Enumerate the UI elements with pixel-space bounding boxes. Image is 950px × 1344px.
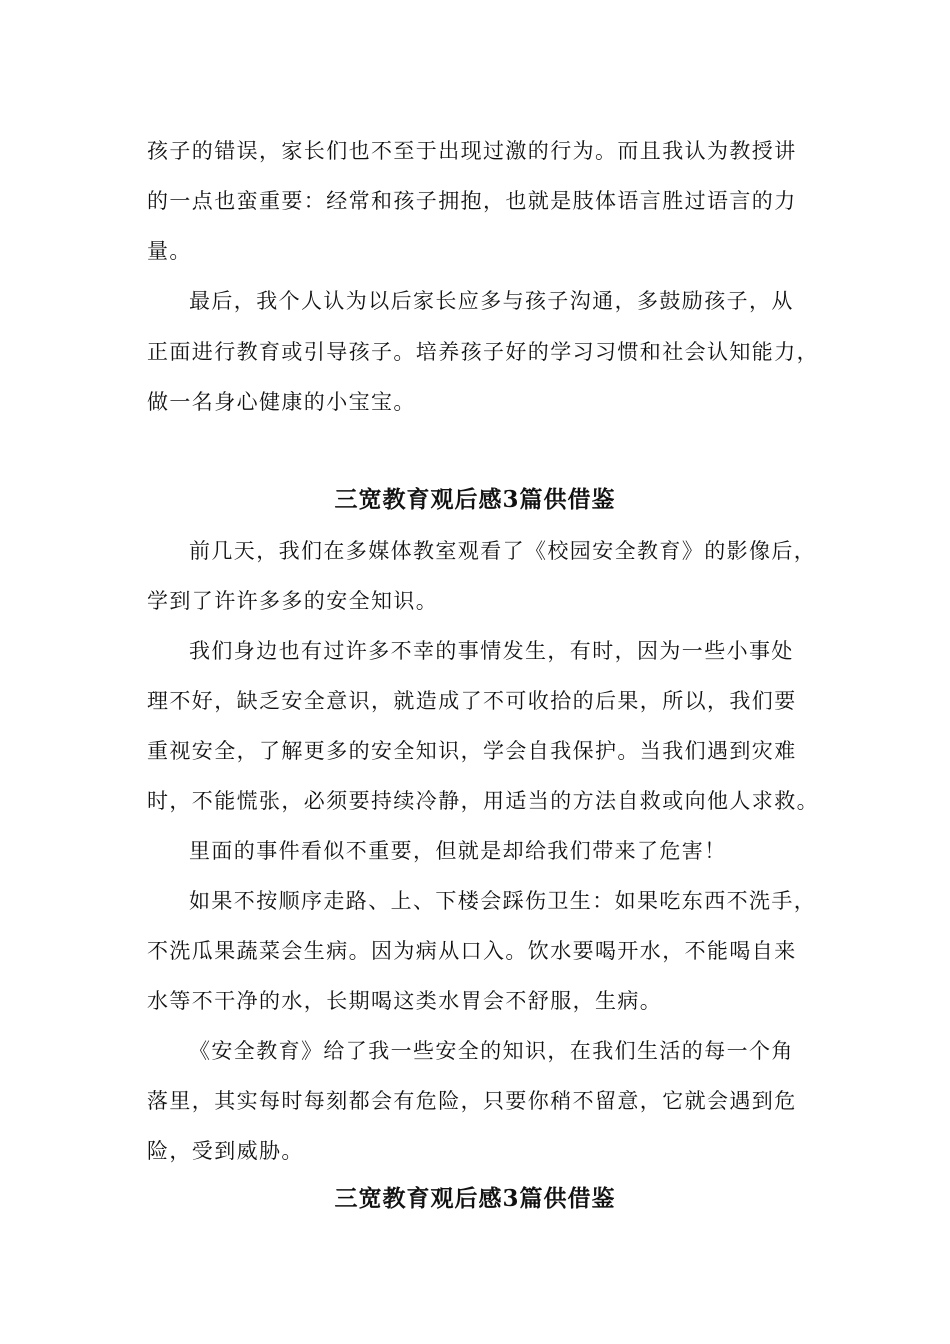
text-line: 前几天，我们在多媒体教室观看了《校园安全教育》的影像后，	[189, 539, 817, 563]
text-line: 重视安全，了解更多的安全知识，学会自我保护。当我们遇到灾难	[147, 739, 797, 763]
text-line: 理不好，缺乏安全意识，就造成了不可收拾的后果，所以，我们要	[147, 689, 797, 713]
text-line: 《安全教育》给了我一些安全的知识，在我们生活的每一个角	[189, 1039, 794, 1063]
text-line: 我们身边也有过许多不幸的事情发生，有时，因为一些小事处	[189, 639, 794, 663]
text-line: 最后，我个人认为以后家长应多与孩子沟通，多鼓励孩子，从	[189, 289, 794, 313]
text-line: 险，受到威胁。	[147, 1139, 304, 1163]
text-line: 的一点也蛮重要：经常和孩子拥抱，也就是肢体语言胜过语言的力	[147, 189, 797, 213]
text-line: 时，不能慌张，必须要持续冷静，用适当的方法自救或向他人求救。	[147, 789, 819, 813]
text-line: 学到了许许多多的安全知识。	[147, 589, 439, 613]
text-line: 落里，其实每时每刻都会有危险，只要你稍不留意，它就会遇到危	[147, 1089, 797, 1113]
text-line: 如果不按顺序走路、上、下楼会踩伤卫生：如果吃东西不洗手，	[189, 889, 817, 913]
text-line: 不洗瓜果蔬菜会生病。因为病从口入。饮水要喝开水，不能喝自来	[147, 939, 797, 963]
text-line: 水等不干净的水，长期喝这类水胃会不舒服，生病。	[147, 989, 663, 1013]
text-line: 孩子的错误，家长们也不至于出现过激的行为。而且我认为教授讲	[147, 139, 797, 163]
section-heading: 三宽教育观后感3篇供借鉴	[334, 486, 616, 513]
text-line: 量。	[147, 239, 192, 263]
text-line: 做一名身心健康的小宝宝。	[147, 390, 416, 414]
text-line: 正面进行教育或引导孩子。培养孩子好的学习习惯和社会认知能力，	[147, 340, 819, 364]
text-line: 里面的事件看似不重要，但就是却给我们带来了危害！	[189, 839, 727, 863]
section-heading: 三宽教育观后感3篇供借鉴	[334, 1185, 616, 1212]
